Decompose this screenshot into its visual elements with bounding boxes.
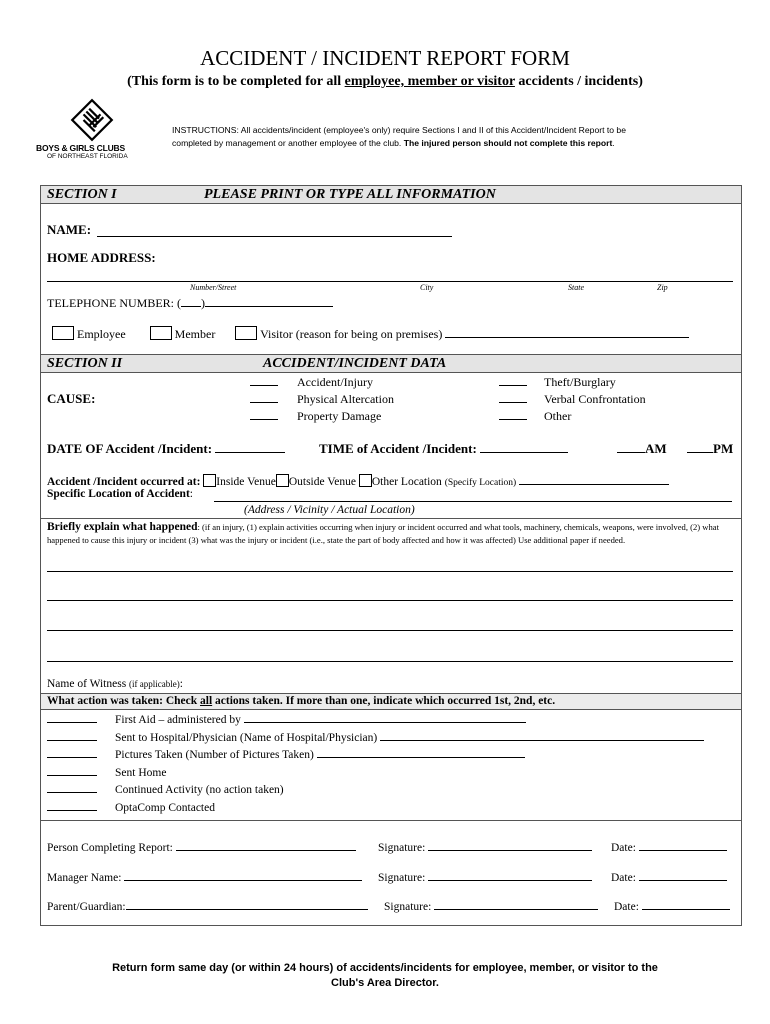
person-signature-field[interactable]: [428, 838, 592, 851]
cause-label: CAUSE:: [47, 391, 96, 406]
witness-row: [47, 678, 183, 690]
cause-item: [499, 374, 646, 391]
cause-property-label: Property Damage: [297, 409, 382, 423]
person-completing-row: [47, 838, 356, 854]
specific-location-colon: :: [189, 488, 193, 500]
visitor-reason-field[interactable]: [445, 325, 689, 338]
other-location-field[interactable]: [519, 472, 669, 485]
date-field[interactable]: [215, 440, 285, 453]
inside-venue-checkbox[interactable]: [203, 474, 216, 487]
am-label: AM: [645, 441, 667, 456]
action-item: [47, 746, 704, 764]
action-sent-home-label: Sent Home: [115, 766, 167, 779]
outside-venue-label: Outside Venue: [288, 476, 356, 488]
explain-line-1[interactable]: [47, 571, 733, 572]
action-item: [47, 781, 704, 799]
addr-city-hint: City: [420, 283, 434, 292]
member-checkbox[interactable]: [150, 326, 172, 340]
addr-zip-hint: Zip: [657, 283, 668, 292]
addr-state-hint: State: [568, 283, 584, 292]
page-subtitle: [0, 74, 770, 90]
section2-heading: ACCIDENT/INCIDENT DATA: [263, 356, 447, 371]
cause-checkline[interactable]: [250, 409, 278, 420]
person-signature-row: [378, 838, 592, 854]
telephone-close-paren: ): [201, 296, 205, 310]
explain-paragraph: [47, 521, 737, 547]
actions-heading-all: all: [200, 695, 213, 707]
witness-colon: :: [179, 678, 183, 690]
cause-accident-label: Accident/Injury: [297, 375, 373, 389]
telephone-label: TELEPHONE NUMBER:: [47, 296, 174, 310]
telephone-row: [47, 294, 333, 311]
specific-location-row: [47, 488, 193, 500]
actions-heading-post: actions taken. If more than one, indicate which occurred 1st, 2nd, etc.: [212, 695, 556, 707]
section1-label: SECTION I: [47, 187, 117, 202]
cause-checkline[interactable]: [250, 392, 278, 403]
manager-date-row: [611, 868, 727, 884]
time-row: [319, 440, 568, 457]
parent-date-field[interactable]: [642, 897, 730, 910]
signature-label: Signature:: [378, 842, 426, 854]
cause-checkline[interactable]: [499, 392, 527, 403]
logo: [36, 98, 148, 164]
time-label: TIME of Accident /Incident:: [319, 441, 477, 456]
telephone-field[interactable]: [205, 294, 333, 307]
explain-line-4[interactable]: [47, 661, 733, 662]
subtitle-post: accidents / incidents): [514, 74, 643, 89]
parent-signature-field[interactable]: [434, 897, 598, 910]
manager-date-field[interactable]: [639, 868, 727, 881]
instructions-line1: INSTRUCTIONS: All accidents/incident (employee's only) require Sections I and II of this Accident/Incident Report to be: [172, 125, 626, 135]
action-order-field[interactable]: [47, 781, 97, 793]
pictures-count-field[interactable]: [317, 746, 525, 758]
pm-option: [687, 440, 733, 457]
action-first-aid-label: First Aid – administered by: [115, 714, 241, 726]
manager-name-label: Manager Name:: [47, 872, 122, 884]
actions-heading: [47, 695, 555, 707]
cause-item: [499, 391, 646, 408]
cause-verbal-label: Verbal Confrontation: [544, 392, 646, 406]
footer-line2: Club's Area Director.: [331, 977, 439, 989]
first-aid-by-field[interactable]: [244, 711, 526, 723]
name-label: NAME:: [47, 222, 92, 237]
cause-checkline[interactable]: [250, 375, 278, 386]
parent-guardian-field[interactable]: [126, 897, 368, 910]
action-order-field[interactable]: [47, 746, 97, 758]
employee-checkbox[interactable]: [52, 326, 74, 340]
action-hospital-label: Sent to Hospital/Physician (Name of Hospital/Physician): [115, 731, 378, 744]
specific-location-line[interactable]: [214, 501, 732, 502]
person-date-field[interactable]: [639, 838, 727, 851]
action-optacomp-label: OptaComp Contacted: [115, 801, 215, 814]
signature-label: Signature:: [378, 872, 426, 884]
other-location-label: Other Location: [371, 476, 442, 488]
cause-item: [250, 391, 394, 408]
action-item: [47, 729, 704, 747]
instructions-line2-text: completed by management or another employee of the club.: [172, 138, 402, 148]
section1-heading: PLEASE PRINT OR TYPE ALL INFORMATION: [204, 187, 496, 202]
person-completing-label: Person Completing Report:: [47, 842, 173, 854]
cause-item: [250, 374, 394, 391]
signatures-divider: [41, 820, 741, 821]
section2-label: SECTION II: [47, 356, 123, 371]
signature-label: Signature:: [384, 901, 432, 913]
action-order-field[interactable]: [47, 799, 97, 811]
cause-theft-label: Theft/Burglary: [544, 375, 616, 389]
logo-org-line2: OF NORTHEAST FLORIDA: [47, 153, 128, 160]
occurred-label: Accident /Incident occurred at:: [47, 476, 201, 488]
pm-checkline[interactable]: [687, 440, 713, 453]
cause-right-list: [499, 374, 646, 425]
telephone-open-paren: (: [177, 296, 181, 310]
footer-line1: Return form same day (or within 24 hours) of accidents/incidents for employee, member, or visitor to the: [112, 962, 658, 974]
action-pictures-label: Pictures Taken (Number of Pictures Taken): [115, 749, 314, 761]
cause-other-label: Other: [544, 409, 572, 423]
name-input-line[interactable]: [97, 236, 452, 237]
logo-org-line1: BOYS & GIRLS CLUBS: [36, 143, 125, 153]
parent-signature-row: [384, 897, 598, 913]
cause-item: [250, 408, 394, 425]
address-hint: (Address / Vicinity / Actual Location): [244, 504, 415, 516]
cause-checkline[interactable]: [499, 409, 527, 420]
person-date-row: [611, 838, 727, 854]
inside-venue-label: Inside Venue: [216, 476, 276, 488]
instructions-line2: [172, 138, 615, 148]
explain-text: : (if an injury, (1) explain activities occurring when injury or incident occurred and what tools, machinery, chemicals, weapons, were involved, (2) what happened to cause this injury or incident (3) what was the injury or incident (i.e., state the part of body affected and how it was affected) Use additional paper if needed.: [47, 522, 719, 545]
date-label: Date:: [611, 872, 636, 884]
action-order-field[interactable]: [47, 729, 97, 741]
action-item: [47, 764, 704, 782]
manager-name-field[interactable]: [124, 868, 362, 881]
hospital-name-field[interactable]: [380, 729, 704, 741]
visitor-checkbox[interactable]: [235, 326, 257, 340]
home-address-label: HOME ADDRESS:: [47, 250, 156, 265]
parent-guardian-label: Parent/Guardian:: [47, 901, 126, 913]
explain-bold: Briefly explain what happened: [47, 521, 198, 533]
boys-girls-clubs-logo-icon: [36, 98, 148, 142]
subtitle-pre: (This form is to be completed for all: [127, 74, 345, 89]
explain-line-2[interactable]: [47, 600, 733, 601]
instructions-period: .: [612, 138, 615, 148]
date-label: DATE OF Accident /Incident:: [47, 441, 213, 456]
pm-label: PM: [713, 441, 734, 456]
visitor-label: Visitor (reason for being on premises): [260, 327, 443, 341]
parent-date-row: [614, 897, 730, 913]
addr-number-hint: Number/Street: [190, 283, 237, 292]
page-title: ACCIDENT / INCIDENT REPORT FORM: [200, 46, 570, 70]
other-location-checkbox[interactable]: [359, 474, 372, 487]
area-code-field[interactable]: [181, 294, 201, 307]
date-label: Date:: [614, 901, 639, 913]
witness-label: Name of Witness: [47, 678, 127, 690]
manager-signature-row: [378, 868, 592, 884]
cause-left-list: [250, 374, 394, 425]
time-field[interactable]: [480, 440, 568, 453]
am-option: [617, 440, 667, 457]
person-type-row: [52, 325, 689, 342]
employee-label: Employee: [77, 327, 126, 341]
actions-heading-pre: What action was taken: Check: [47, 695, 201, 707]
cause-physical-label: Physical Altercation: [297, 392, 394, 406]
witness-hint: (if applicable): [129, 679, 180, 689]
occurred-row: [47, 472, 669, 488]
action-item: [47, 711, 704, 729]
manager-row: [47, 868, 362, 884]
action-item: [47, 799, 704, 817]
cause-item: [499, 408, 646, 425]
explain-divider: [41, 518, 741, 519]
date-time-row: [47, 440, 285, 457]
home-address-input-line[interactable]: [47, 281, 733, 282]
member-label: Member: [174, 327, 216, 341]
specify-location-hint: (Specify Location): [444, 478, 517, 488]
outside-venue-checkbox[interactable]: [276, 474, 289, 487]
specific-location-label: Specific Location of Accident: [47, 488, 190, 500]
action-order-field[interactable]: [47, 711, 97, 723]
date-label: Date:: [611, 842, 636, 854]
parent-row: [47, 897, 368, 913]
person-completing-field[interactable]: [176, 838, 356, 851]
manager-signature-field[interactable]: [428, 868, 592, 881]
actions-list: [47, 711, 704, 816]
subtitle-underlined: employee, member or visitor: [344, 74, 515, 89]
instructions-line2-bold: The injured person should not complete this report: [403, 138, 613, 148]
action-order-field[interactable]: [47, 764, 97, 776]
am-checkline[interactable]: [617, 440, 645, 453]
explain-line-3[interactable]: [47, 630, 733, 631]
cause-checkline[interactable]: [499, 375, 527, 386]
action-continued-label: Continued Activity (no action taken): [115, 784, 284, 796]
